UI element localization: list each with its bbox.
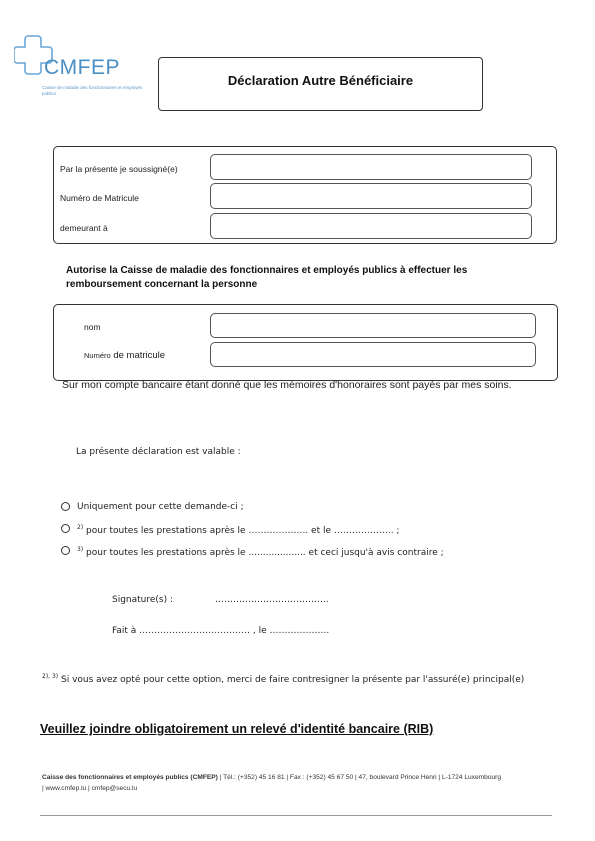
footnote-text: Si vous avez opté pour cette option, merci de faire contresigner la présente par l'assuré(e) principal(e) <box>58 675 525 685</box>
option3-radio[interactable] <box>61 546 70 555</box>
signature-line[interactable]: ……………………………….. <box>215 595 329 605</box>
matricule-label: Numéro de Matricule <box>60 193 139 203</box>
soussigne-label: Par la présente je soussigné(e) <box>60 164 178 174</box>
authorization-text: Autorise la Caisse de maladie des fonctionnaires et employés publics à effectuer les remboursement concernant la personne <box>66 265 468 290</box>
option1-label: Uniquement pour cette demande-ci ; <box>77 502 244 512</box>
fait-line[interactable]: Fait à ………………………………. , le ……………….. <box>112 626 330 636</box>
soussigne-field[interactable] <box>210 154 532 180</box>
cmfep-logo <box>14 34 144 114</box>
matricule-field[interactable] <box>210 183 532 209</box>
beneficiary-name-label: nom <box>84 322 101 332</box>
bank-account-text: Sur mon compte bancaire étant donné que les mémoires d'honoraires sont payés par mes soins. <box>62 379 512 391</box>
logo-subtitle: Caisse de maladie des fonctionnaires et employés publics <box>42 85 143 96</box>
beneficiary-matricule-field[interactable] <box>210 342 536 367</box>
option1-radio[interactable] <box>61 502 70 511</box>
option2-radio[interactable] <box>61 524 70 533</box>
option2-text: pour toutes les prestations après le ……………….. et le ……………….. ; <box>83 526 400 536</box>
option2-footnote-mark: 2) <box>77 524 84 531</box>
option3-text: pour toutes les prestations après le .................... et ceci jusqu'à avis contraire ; <box>83 548 444 558</box>
option3-footnote-mark: 3) <box>77 546 84 553</box>
bottom-divider <box>40 815 552 816</box>
validity-intro: La présente déclaration est valable : <box>76 447 241 457</box>
beneficiary-name-field[interactable] <box>210 313 536 338</box>
signature-label: Signature(s) : <box>112 595 174 605</box>
rib-instruction: Veuillez joindre obligatoirement un relevé d'identité bancaire (RIB) <box>40 722 434 736</box>
page-title: Déclaration Autre Bénéficiaire <box>227 73 414 88</box>
footnote <box>42 673 524 685</box>
footer-contact: | Tél.: (+352) 45 16 81 | Fax : (+352) 45 67 50 | 47, boulevard Prince Henri | L-1724 Luxembourg <box>217 774 501 781</box>
option3-label <box>77 546 444 558</box>
logo-wordmark: CMFEP <box>44 56 120 79</box>
footer-org: Caisse des fonctionnaires et employés publics (CMFEP) <box>42 774 218 781</box>
footer <box>42 772 562 794</box>
footnote-mark: 2), 3) <box>42 673 59 680</box>
beneficiary-matricule-label <box>84 350 165 361</box>
numero-label: Numéro <box>84 351 111 360</box>
option2-label <box>77 524 399 536</box>
footer-web: | www.cmfep.lu | cmfep@secu.lu <box>42 785 138 792</box>
matricule-label-rest: de matricule <box>110 350 166 361</box>
address-label: demeurant à <box>60 223 108 233</box>
address-field[interactable] <box>210 213 532 239</box>
